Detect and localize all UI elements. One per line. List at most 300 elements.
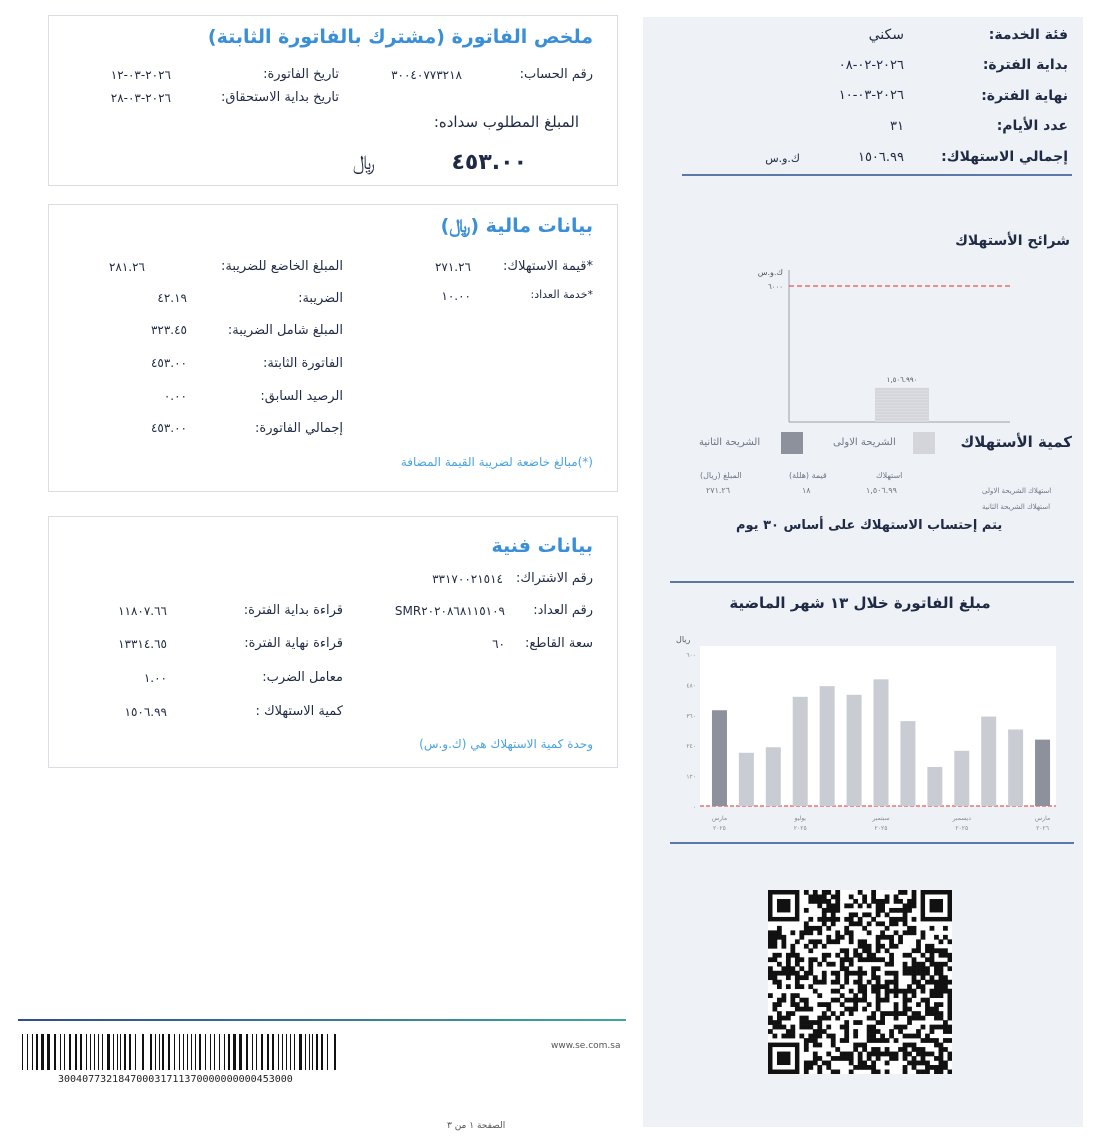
qr-module: [768, 930, 773, 935]
qr-module: [853, 948, 858, 953]
qr-module: [808, 894, 813, 899]
qr-module: [799, 935, 804, 940]
qr-module: [858, 1065, 863, 1070]
qr-module: [916, 1070, 921, 1074]
qr-module: [921, 989, 926, 994]
qr-module: [822, 917, 827, 922]
qr-module: [916, 1029, 921, 1034]
qr-module: [876, 899, 881, 904]
qr-module: [786, 975, 791, 980]
website-text[interactable]: www.se.com.sa: [551, 1041, 621, 1051]
qr-module: [885, 1047, 890, 1052]
barcode-bar: [321, 1034, 323, 1070]
qr-module: [822, 894, 827, 899]
qr-module: [934, 1011, 939, 1016]
consumption-quantity-value: ١٥٠٦.٩٩: [124, 705, 167, 719]
qr-module: [903, 890, 908, 895]
qr-module: [858, 989, 863, 994]
qr-module: [885, 962, 890, 967]
qr-module: [840, 1002, 845, 1007]
qr-module: [853, 980, 858, 985]
qr-module: [880, 998, 885, 1003]
barcode-bar: [246, 1034, 248, 1070]
qr-module: [876, 1056, 881, 1061]
qr-module: [867, 1056, 872, 1061]
qr-module: [840, 1038, 845, 1043]
qr-module: [858, 903, 863, 908]
qr-module: [867, 953, 872, 958]
history-x-tick-month: يوليو: [794, 815, 806, 822]
period-start-value: ٢٠٢٦-٠٢-٠٨: [838, 58, 904, 73]
qr-module: [939, 1065, 944, 1070]
qr-module: [916, 1047, 921, 1052]
qr-module: [930, 1007, 935, 1012]
consumption-value-label: *قيمة الاستهلاك:: [503, 259, 593, 274]
service-info: [680, 25, 1068, 175]
tiers-threshold-label: ٦٠٠٠: [767, 283, 783, 291]
qr-module: [948, 966, 952, 971]
qr-module: [786, 1011, 791, 1016]
qr-module: [840, 984, 845, 989]
history-bar: [820, 686, 835, 806]
qr-module: [799, 1016, 804, 1021]
qr-module: [768, 939, 773, 944]
qr-module: [921, 1038, 926, 1043]
qr-module: [813, 957, 818, 962]
qr-module: [822, 953, 827, 958]
qr-module: [916, 1002, 921, 1007]
tax-value: ٤٢.١٩: [157, 291, 187, 305]
qr-module: [948, 1016, 952, 1021]
qr-module: [934, 971, 939, 976]
qr-module: [939, 948, 944, 953]
qr-module: [786, 971, 791, 976]
qr-finder-core: [777, 1052, 790, 1065]
qr-module: [844, 930, 849, 935]
qr-module: [934, 1025, 939, 1030]
qr-module: [795, 971, 800, 976]
qr-module: [808, 957, 813, 962]
qr-module: [871, 957, 876, 962]
qr-module: [849, 971, 854, 976]
qr-module: [831, 908, 836, 913]
qr-module: [768, 971, 773, 976]
qr-module: [777, 930, 782, 935]
amount-with-tax-value: ٣٢٣.٤٥: [150, 323, 187, 337]
qr-module: [804, 944, 809, 949]
qr-module: [795, 984, 800, 989]
qr-module: [889, 944, 894, 949]
qr-module: [894, 1038, 899, 1043]
qr-module: [921, 1047, 926, 1052]
qr-module: [826, 1065, 831, 1070]
amount-with-tax-label: المبلغ شامل الضريبة:: [227, 323, 343, 338]
invoice-date-value: ٢٠٢٦-٠٣-١٢: [110, 68, 171, 82]
qr-module: [826, 962, 831, 967]
qr-module: [943, 953, 948, 958]
qr-module: [894, 1025, 899, 1030]
qr-module: [817, 1034, 822, 1039]
qr-module: [849, 1011, 854, 1016]
qr-module: [853, 921, 858, 926]
qr-module: [939, 993, 944, 998]
qr-module: [795, 957, 800, 962]
qr-module: [921, 1025, 926, 1030]
qr-module: [880, 984, 885, 989]
qr-module: [840, 1011, 845, 1016]
barcode-bar: [98, 1034, 99, 1070]
qr-module: [925, 998, 930, 1003]
barcode-bar: [159, 1034, 160, 1070]
qr-module: [930, 948, 935, 953]
start-reading-value: ١١٨٠٧.٦٦: [118, 604, 167, 618]
qr-module: [948, 957, 952, 962]
qr-module: [853, 993, 858, 998]
qr-module: [831, 962, 836, 967]
qr-module: [849, 989, 854, 994]
qr-module: [813, 1038, 818, 1043]
days-count-label: عدد الأيام:: [996, 118, 1068, 134]
tier-header-consumption: استهلاك: [876, 471, 903, 480]
qr-module: [849, 894, 854, 899]
qr-module: [943, 989, 948, 994]
qr-module: [871, 1070, 876, 1074]
qr-module: [939, 1002, 944, 1007]
qr-module: [777, 980, 782, 985]
qr-module: [912, 993, 917, 998]
qr-module: [880, 935, 885, 940]
qr-module: [898, 989, 903, 994]
barcode-bar: [90, 1034, 91, 1070]
qr-module: [840, 948, 845, 953]
history-x-tick-year: ٢٠٢٦: [1036, 825, 1049, 832]
qr-module: [894, 944, 899, 949]
qr-module: [903, 966, 908, 971]
qr-module: [930, 962, 935, 967]
qr-module: [889, 1011, 894, 1016]
qr-module: [808, 966, 813, 971]
qr-module: [876, 1007, 881, 1012]
qr-module: [840, 1052, 845, 1057]
history-x-tick-month: ديسمبر: [952, 815, 971, 822]
qr-code[interactable]: [768, 890, 952, 1074]
qr-module: [885, 948, 890, 953]
qr-module: [772, 930, 777, 935]
amount-due-label: المبلغ المطلوب سداده:: [433, 113, 579, 131]
qr-module: [822, 971, 827, 976]
qr-module: [912, 971, 917, 976]
qr-module: [939, 939, 944, 944]
qr-module: [817, 939, 822, 944]
qr-module: [790, 944, 795, 949]
qr-module: [790, 948, 795, 953]
qr-module: [768, 1016, 773, 1021]
qr-module: [840, 966, 845, 971]
qr-module: [925, 1070, 930, 1074]
qr-module: [948, 1025, 952, 1030]
qr-module: [835, 1070, 840, 1074]
qr-module: [813, 980, 818, 985]
qr-module: [804, 926, 809, 931]
qr-module: [786, 1029, 791, 1034]
qr-module: [831, 912, 836, 917]
qr-module: [858, 998, 863, 1003]
qr-module: [862, 989, 867, 994]
qr-module: [858, 957, 863, 962]
qr-module: [835, 975, 840, 980]
previous-balance-value: ٠.٠٠: [163, 389, 187, 403]
qr-module: [853, 1029, 858, 1034]
qr-module: [858, 921, 863, 926]
qr-module: [943, 1038, 948, 1043]
qr-module: [831, 917, 836, 922]
qr-module: [831, 894, 836, 899]
qr-module: [817, 899, 822, 904]
qr-module: [822, 957, 827, 962]
qr-module: [939, 1025, 944, 1030]
qr-module: [894, 1007, 899, 1012]
history-x-tick-month: مارس: [1034, 815, 1051, 822]
barcode-bar: [252, 1034, 253, 1070]
qr-module: [898, 908, 903, 913]
qr-module: [768, 975, 773, 980]
qr-module: [799, 984, 804, 989]
history-bar: [981, 717, 996, 806]
barcode-bar: [239, 1034, 242, 1070]
qr-module: [853, 1007, 858, 1012]
qr-module: [862, 1047, 867, 1052]
qr-module: [925, 948, 930, 953]
tier-header-amount: المبلغ (ريال): [700, 471, 742, 480]
qr-module: [925, 980, 930, 985]
qr-module: [912, 962, 917, 967]
qr-module: [799, 1007, 804, 1012]
qr-module: [817, 926, 822, 931]
qr-module: [781, 1016, 786, 1021]
qr-module: [826, 1002, 831, 1007]
qr-module: [858, 1056, 863, 1061]
barcode-bar: [179, 1034, 180, 1070]
qr-module: [786, 984, 791, 989]
qr-module: [853, 1047, 858, 1052]
qr-module: [844, 1029, 849, 1034]
qr-module: [772, 1034, 777, 1039]
qr-module: [912, 890, 917, 895]
qr-module: [948, 1011, 952, 1016]
qr-module: [777, 971, 782, 976]
qr-module: [921, 953, 926, 958]
financial-box: [48, 204, 618, 492]
qr-module: [835, 1047, 840, 1052]
qr-module: [925, 1065, 930, 1070]
qr-module: [912, 1034, 917, 1039]
barcode-bar: [228, 1034, 230, 1070]
qr-module: [871, 971, 876, 976]
qr-module: [903, 930, 908, 935]
qr-module: [912, 930, 917, 935]
qr-module: [939, 1043, 944, 1048]
qr-module: [894, 908, 899, 913]
qr-module: [822, 921, 827, 926]
qr-module: [822, 1061, 827, 1066]
qr-module: [934, 1002, 939, 1007]
qr-module: [939, 953, 944, 958]
qr-module: [930, 1011, 935, 1016]
qr-module: [804, 1025, 809, 1030]
qr-module: [817, 1025, 822, 1030]
service-category-value: سكني: [868, 27, 904, 43]
invoice-date-label: تاريخ الفاتورة:: [263, 67, 339, 82]
start-reading-label: قراءة بداية الفترة:: [243, 603, 343, 618]
qr-module: [925, 944, 930, 949]
qr-module: [921, 971, 926, 976]
qr-module: [948, 998, 952, 1003]
qr-module: [930, 1052, 935, 1057]
qr-module: [921, 998, 926, 1003]
qr-module: [898, 890, 903, 895]
qr-module: [790, 1034, 795, 1039]
qr-module: [889, 1052, 894, 1057]
qr-module: [876, 980, 881, 985]
qr-module: [921, 1016, 926, 1021]
qr-module: [916, 944, 921, 949]
qr-module: [826, 1007, 831, 1012]
qr-module: [831, 1034, 836, 1039]
qr-module: [885, 971, 890, 976]
qr-module: [871, 1016, 876, 1021]
barcode-bar: [27, 1034, 28, 1070]
qr-module: [781, 935, 786, 940]
qr-module: [934, 1043, 939, 1048]
qr-module: [817, 903, 822, 908]
barcode-bar: [117, 1034, 118, 1070]
qr-module: [772, 1007, 777, 1012]
qr-module: [804, 1016, 809, 1021]
history-x-tick-month: مارس: [711, 815, 728, 822]
history-bar: [1035, 740, 1050, 806]
qr-module: [921, 930, 926, 935]
qr-module: [889, 989, 894, 994]
qr-module: [930, 1038, 935, 1043]
history-divider: [670, 842, 1074, 844]
qr-module: [939, 962, 944, 967]
qr-module: [777, 1011, 782, 1016]
qr-module: [925, 1002, 930, 1007]
qr-module: [876, 948, 881, 953]
qr-module: [862, 1007, 867, 1012]
qr-module: [916, 1034, 921, 1039]
qr-module: [835, 939, 840, 944]
legend-second-label: الشريحة الثانية: [699, 437, 761, 448]
qr-module: [871, 1061, 876, 1066]
qr-module: [885, 989, 890, 994]
breaker-capacity-label: سعة القاطع:: [524, 636, 593, 651]
barcode-bar: [233, 1034, 236, 1070]
qr-module: [777, 953, 782, 958]
qr-module: [849, 939, 854, 944]
qr-module: [912, 975, 917, 980]
consumption-quantity-label: كمية الاستهلاك :: [255, 704, 343, 719]
multiplier-value: ١.٠٠: [143, 671, 167, 685]
qr-module: [898, 917, 903, 922]
qr-module: [844, 966, 849, 971]
qr-module: [880, 908, 885, 913]
qr-module: [826, 1061, 831, 1066]
qr-module: [907, 899, 912, 904]
qr-module: [862, 998, 867, 1003]
qr-module: [858, 953, 863, 958]
qr-module: [876, 998, 881, 1003]
qr-module: [831, 903, 836, 908]
qr-module: [894, 1056, 899, 1061]
footer-divider: [18, 1019, 626, 1021]
qr-module: [840, 1056, 845, 1061]
qr-module: [871, 894, 876, 899]
qr-module: [876, 993, 881, 998]
qr-module: [799, 966, 804, 971]
barcode-bar: [22, 1034, 23, 1070]
qr-module: [826, 1034, 831, 1039]
history-y-unit: ريال: [676, 635, 691, 644]
qr-module: [876, 935, 881, 940]
qr-module: [799, 998, 804, 1003]
taxable-amount-label: المبلغ الخاضع للضريبة:: [221, 259, 343, 274]
qr-module: [777, 984, 782, 989]
qr-module: [889, 921, 894, 926]
qr-module: [822, 1002, 827, 1007]
barcode-bar: [309, 1034, 310, 1070]
qr-module: [889, 1056, 894, 1061]
tiers-bar: [875, 388, 929, 422]
qr-module: [885, 899, 890, 904]
qr-module: [790, 1025, 795, 1030]
qr-module: [808, 948, 813, 953]
qr-module: [885, 993, 890, 998]
qr-module: [817, 1056, 822, 1061]
qr-module: [876, 939, 881, 944]
qr-module: [772, 1020, 777, 1025]
qr-module: [795, 953, 800, 958]
qr-module: [817, 980, 822, 985]
qr-module: [844, 971, 849, 976]
qr-module: [768, 957, 773, 962]
qr-module: [894, 989, 899, 994]
fixed-invoice-value: ٤٥٣.٠٠: [150, 356, 187, 370]
history-bar: [739, 753, 754, 806]
qr-module: [808, 1007, 813, 1012]
qr-module: [853, 1043, 858, 1048]
qr-module: [925, 1061, 930, 1066]
qr-module: [831, 939, 836, 944]
qr-module: [894, 921, 899, 926]
qr-module: [871, 984, 876, 989]
qr-module: [889, 1034, 894, 1039]
qr-module: [835, 908, 840, 913]
qr-module: [826, 1016, 831, 1021]
barcode-bar: [36, 1034, 38, 1070]
qr-module: [853, 998, 858, 1003]
qr-module: [808, 1065, 813, 1070]
history-bar: [766, 747, 781, 806]
qr-module: [903, 921, 908, 926]
qr-module: [831, 1043, 836, 1048]
qr-module: [804, 890, 809, 895]
qr-module: [817, 930, 822, 935]
qr-module: [795, 975, 800, 980]
barcode-bar: [162, 1034, 164, 1070]
qr-module: [826, 1025, 831, 1030]
tiers-title: شرائح الأستهلاك: [955, 233, 1070, 249]
